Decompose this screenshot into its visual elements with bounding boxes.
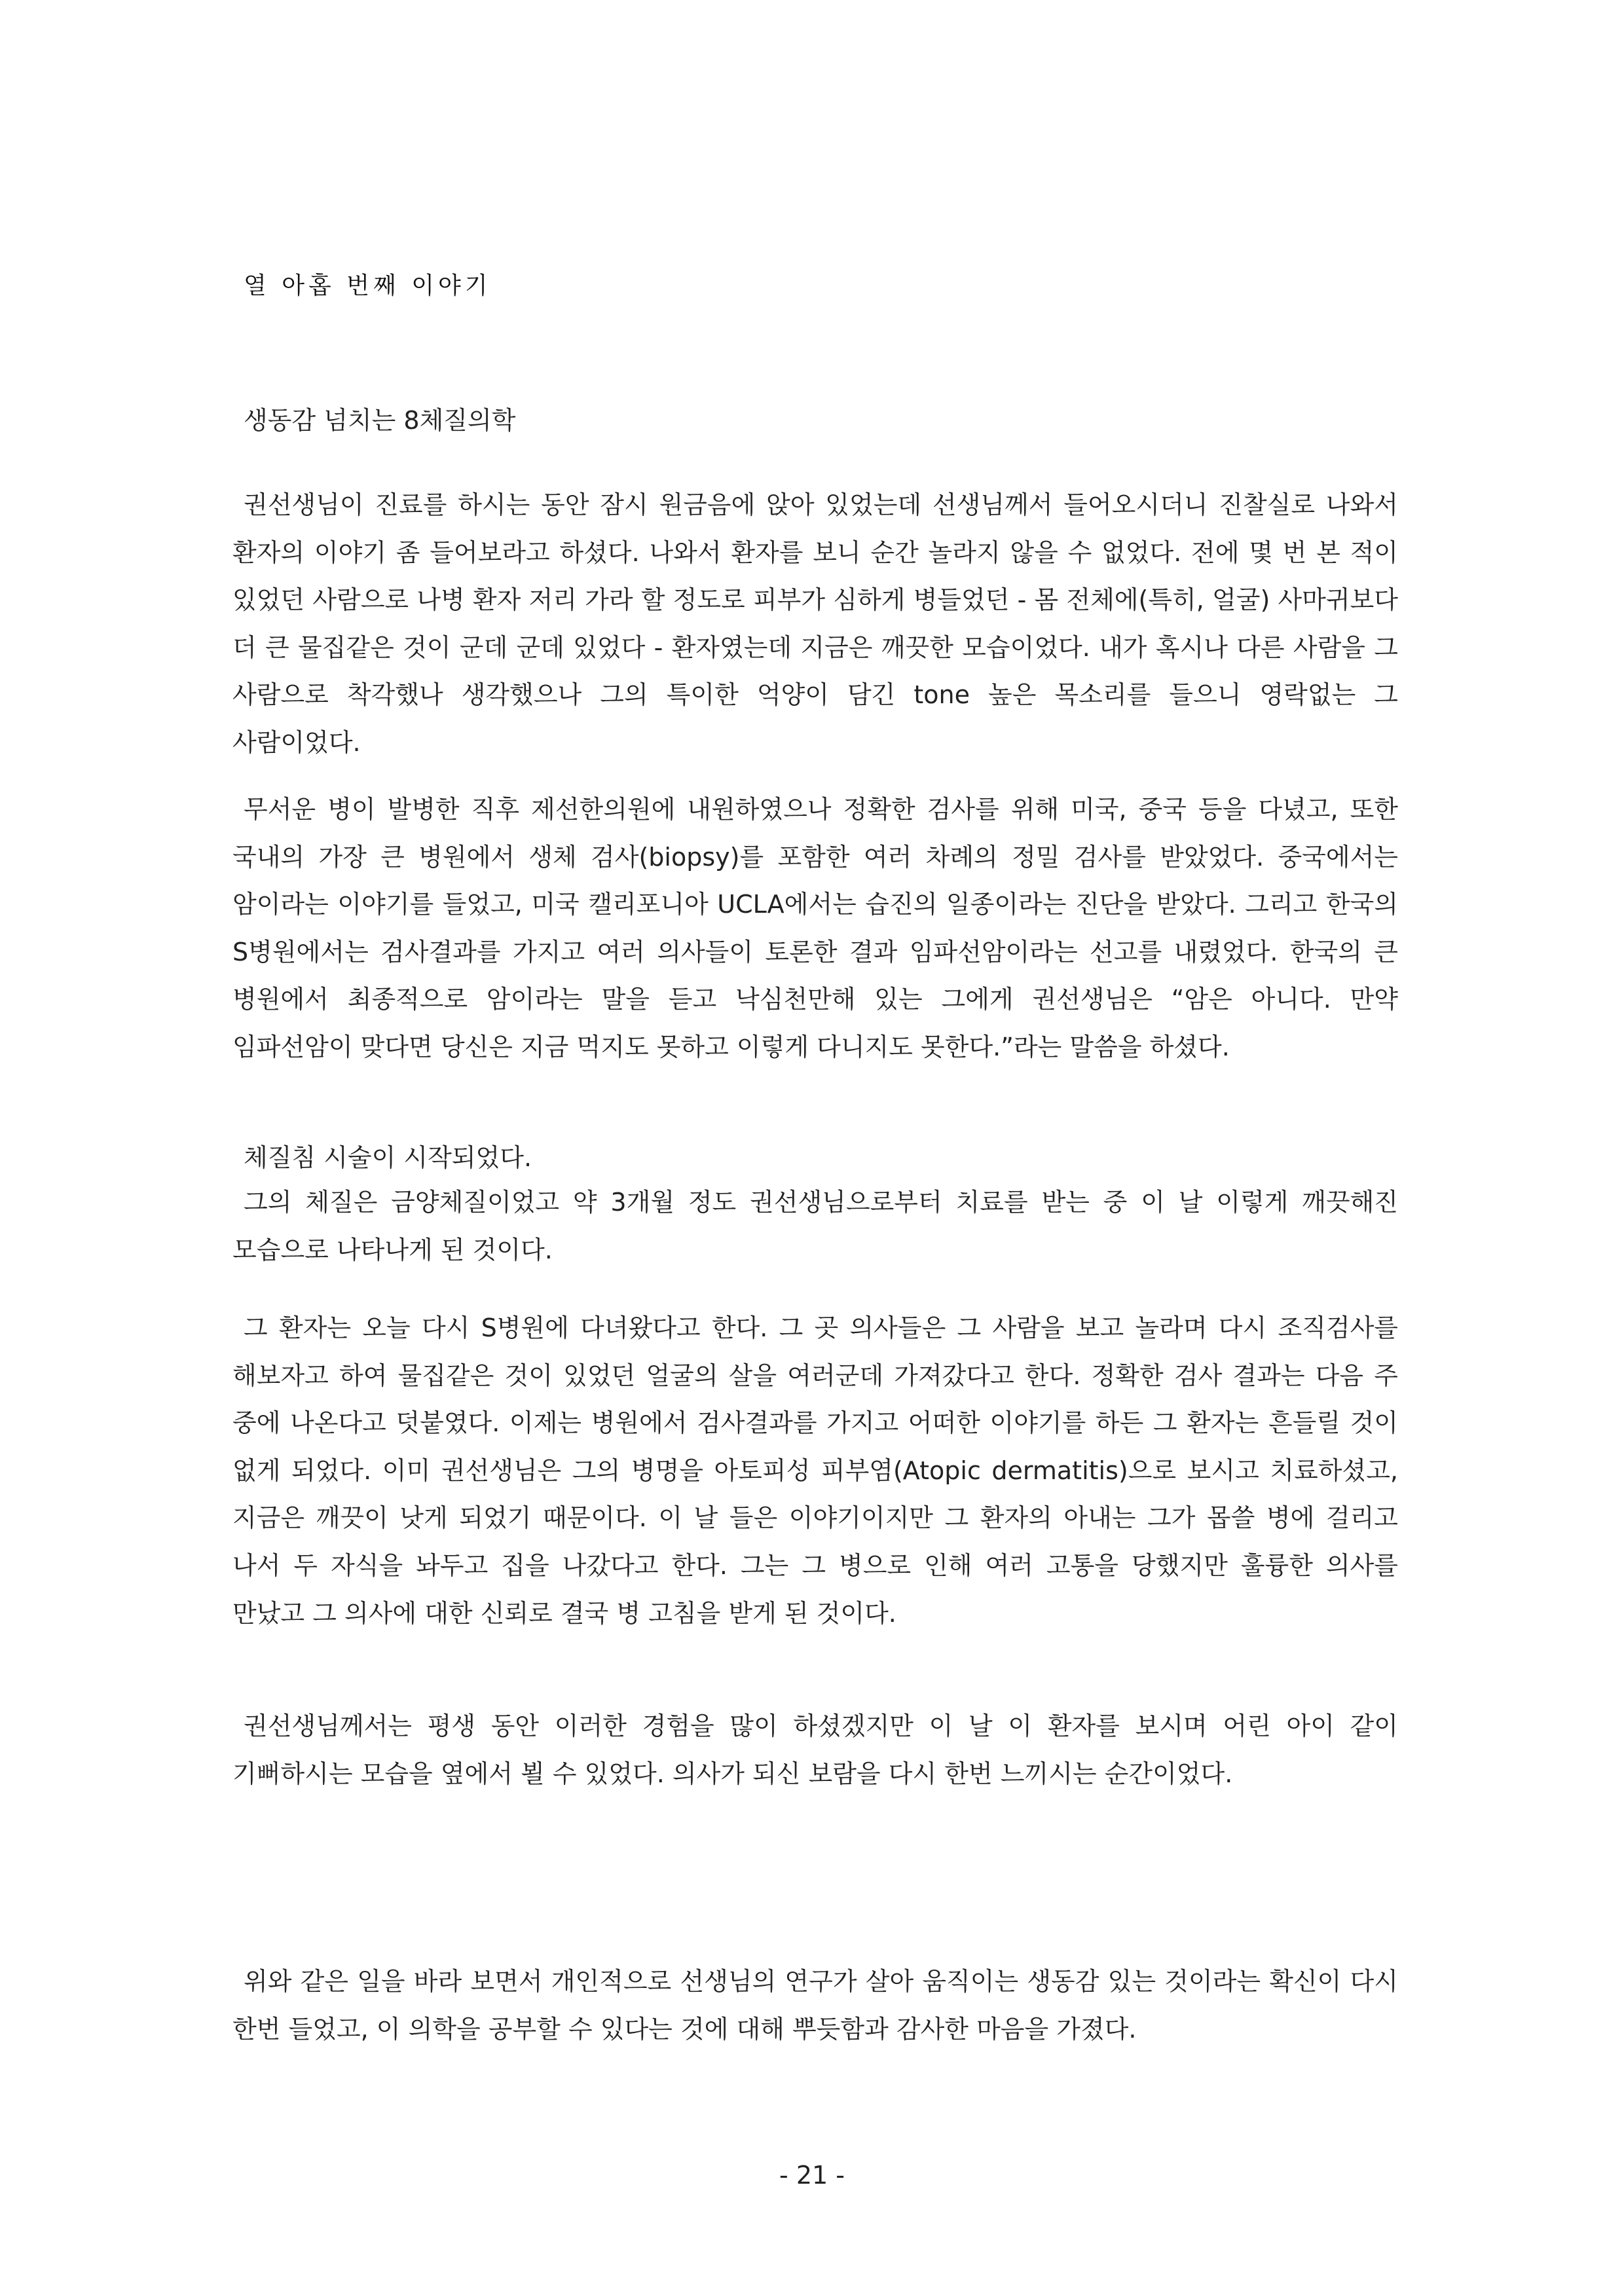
paragraph-3: 체질침 시술이 시작되었다.: [244, 1143, 532, 1172]
paragraph-7: 위와 같은 일을 바라 보면서 개인적으로 선생님의 연구가 살아 움직이는 생동감 있는 것이라는 확신이 다시 한번 들었고, 이 의학을 공부할 수 있다는 것에 대해 뿌듯함과 감사한 마음을 가졌다.: [232, 1967, 1398, 2044]
page-number: - 21 -: [779, 2161, 845, 2190]
paragraph-1: 권선생님이 진료를 하시는 동안 잠시 원금음에 앉아 있었는데 선생님께서 들어오시더니 진찰실로 나와서 환자의 이야기 좀 들어보라고 하셨다. 나와서 환자를 보니 순간 놀라지 않을 수 없었다. 전에 몇 번 본 적이 있었던 사람으로 나병 환자 저리 가라 할 정도로 피부가 심하게 병들었던 - 몸 전체에(특히, 얼굴) 사마귀보다 더 큰 물집같은 것이 군데 군데 있었다 - 환자였는데 지금은 깨끗한 모습이었다. 내가 혹시나 다른 사람을 그 사람으로 착각했나 생각했으나 그의 특이한 억양이 담긴 tone 높은 목소리를 들으니 영락없는 그 사람이었다.: [232, 490, 1398, 757]
paragraph-5: 그 환자는 오늘 다시 S병원에 다녀왔다고 한다. 그 곳 의사들은 그 사람을 보고 놀라며 다시 조직검사를 해보자고 하여 물집같은 것이 있었던 얼굴의 살을 여러군데 가져갔다고 한다. 정확한 검사 결과는 다음 주 중에 나온다고 덧붙였다. 이제는 병원에서 검사결과를 가지고 어떠한 이야기를 하든 그 환자는 흔들릴 것이 없게 되었다. 이미 권선생님은 그의 병명을 아토피성 피부염(Atopic dermatitis)으로 보시고 치료하셨고, 지금은 깨끗이 낫게 되었기 때문이다. 이 날 들은 이야기이지만 그 환자의 아내는 그가 몹쓸 병에 걸리고 나서 두 자식을 놔두고 집을 나갔다고 한다. 그는 그 병으로 인해 여러 고통을 당했지만 훌륭한 의사를 만났고 그 의사에 대한 신뢰로 결국 병 고침을 받게 된 것이다.: [232, 1313, 1398, 1628]
chapter-heading: 열 아홉 번째 이야기: [244, 272, 492, 299]
chapter-subtitle: 생동감 넘치는 8체질의학: [244, 406, 516, 435]
paragraph-4: 그의 체질은 금양체질이었고 약 3개월 정도 권선생님으로부터 치료를 받는 중 이 날 이렇게 깨끗해진 모습으로 나타나게 된 것이다.: [232, 1188, 1398, 1264]
paragraph-2: 무서운 병이 발병한 직후 제선한의원에 내원하였으나 정확한 검사를 위해 미국, 중국 등을 다녔고, 또한 국내의 가장 큰 병원에서 생체 검사(biopsy)를 포함한 여러 차례의 정밀 검사를 받았었다. 중국에서는 암이라는 이야기를 들었고, 미국 캘리포니아 UCLA에서는 습진의 일종이라는 진단을 받았다. 그리고 한국의 S병원에서는 검사결과를 가지고 여러 의사들이 토론한 결과 임파선암이라는 선고를 내렸었다. 한국의 큰 병원에서 최종적으로 암이라는 말을 듣고 낙심천만해 있는 그에게 권선생님은 “암은 아니다. 만약 임파선암이 맞다면 당신은 지금 먹지도 못하고 이렇게 다니지도 못한다.”라는 말씀을 하셨다.: [232, 795, 1398, 1061]
paragraph-6: 권선생님께서는 평생 동안 이러한 경험을 많이 하셨겠지만 이 날 이 환자를 보시며 어린 아이 같이 기뻐하시는 모습을 옆에서 뵐 수 있었다. 의사가 되신 보람을 다시 한번 느끼시는 순간이었다.: [232, 1712, 1398, 1788]
